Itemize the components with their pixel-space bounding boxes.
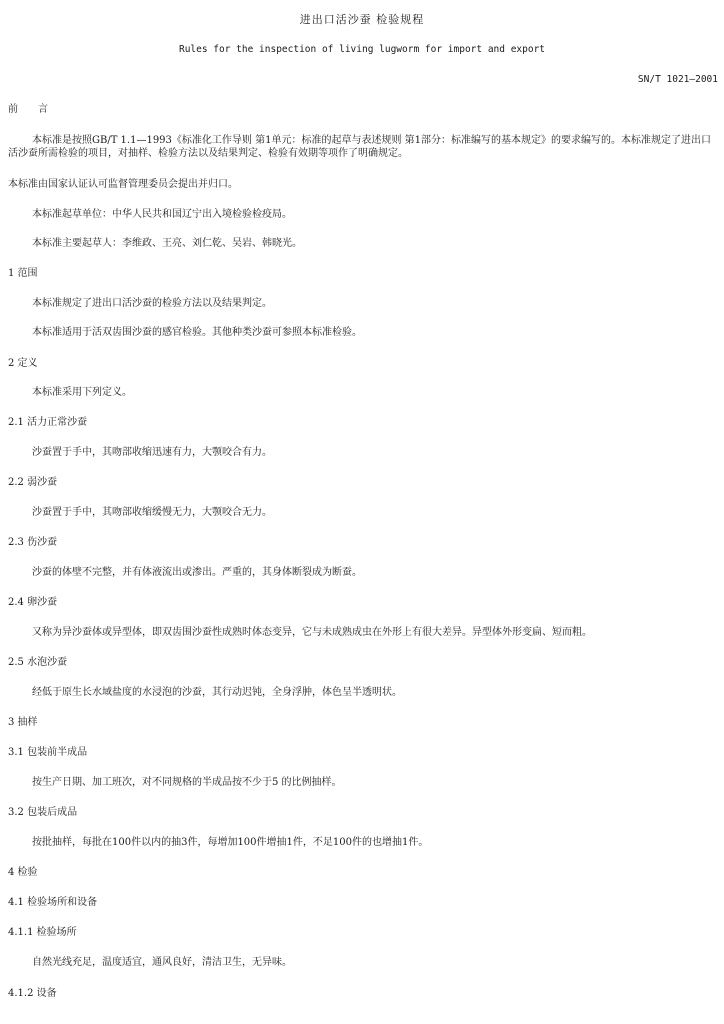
section-4-1-heading: 4.1 检验场所和设备 [8,897,98,908]
foreword-heading-char-2: 言 [38,104,48,115]
foreword-paragraph-4: 本标准主要起草人：李维政、王亮、刘仁乾、吴岩、韩晓光。 [32,238,302,249]
section-2-3-text: 沙蚕的体壁不完整，并有体液流出或渗出。严重的，其身体断裂成为断蚕。 [32,567,362,578]
section-1-heading: 1 范围 [8,268,38,279]
section-4-1-1-heading: 4.1.1 检验场所 [8,927,77,938]
section-2-5-heading: 2.5 水泡沙蚕 [8,657,68,668]
section-2-4-heading: 2.4 卵沙蚕 [8,597,58,608]
section-4-1-1-text: 自然光线充足，温度适宜，通风良好，清洁卫生，无异味。 [32,957,292,968]
section-3-2-text: 按批抽样，每批在100件以内的抽3件，每增加100件增抽1件，不足100件的也增抽1件。 [32,837,429,848]
section-4-1-2-heading: 4.1.2 设备 [8,988,57,999]
section-3-2-heading: 3.2 包装后成品 [8,807,78,818]
section-4-heading: 4 检验 [8,867,38,878]
section-1-paragraph-1: 本标准规定了进出口活沙蚕的检验方法以及结果判定。 [32,298,272,309]
section-3-1-text: 按生产日期、加工班次，对不同规格的半成品按不少于5 的比例抽样。 [32,777,342,788]
section-2-1-text: 沙蚕置于手中，其吻部收缩迅速有力，大颚咬合有力。 [32,447,272,458]
section-2-3-heading: 2.3 伤沙蚕 [8,537,58,548]
section-2-4-text: 又称为异沙蚕体或异型体，即双齿围沙蚕性成熟时体态变异，它与未成熟成虫在外形上有很大差异。异型体外形变扁、短而粗。 [32,627,592,638]
section-1-paragraph-2: 本标准适用于活双齿围沙蚕的感官检验。其他种类沙蚕可参照本标准检验。 [32,327,362,338]
foreword-paragraph-2: 本标准由国家认证认可监督管理委员会提出并归口。 [8,179,238,190]
standard-number: SN/T 1021—2001 [637,74,718,85]
document-title: 进出口活沙蚕 检验规程 [299,13,425,26]
section-2-2-text: 沙蚕置于手中，其吻部收缩缓慢无力，大颚咬合无力。 [32,507,272,518]
section-2-2-heading: 2.2 弱沙蚕 [8,477,58,488]
section-2-5-text: 经低于原生长水域盐度的水浸泡的沙蚕，其行动迟钝，全身浮肿，体色呈半透明状。 [32,687,402,698]
foreword-heading [8,103,48,116]
section-2-1-heading: 2.1 活力正常沙蚕 [8,417,88,428]
section-3-heading: 3 抽样 [8,717,38,728]
foreword-paragraph-3: 本标准起草单位：中华人民共和国辽宁出入境检验检疫局。 [32,209,292,220]
document-title-english: Rules for the inspection of living lugworm for import and export [178,44,546,55]
section-2-heading: 2 定义 [8,358,38,369]
section-2-paragraph-1: 本标准采用下列定义。 [32,387,132,398]
section-3-1-heading: 3.1 包装前半成品 [8,747,88,758]
foreword-heading-char-1: 前 [8,104,18,115]
foreword-paragraph-1: 本标准是按照GB/T 1.1—1993《标准化工作导则 第1单元：标准的起草与表述规则 第1部分：标准编写的基本规定》的要求编写的。本标准规定了进出口活沙蚕所需检验的项目，对抽样、检验方法以及结果判定、检验有效期等项作了明确规定。 [8,135,711,159]
